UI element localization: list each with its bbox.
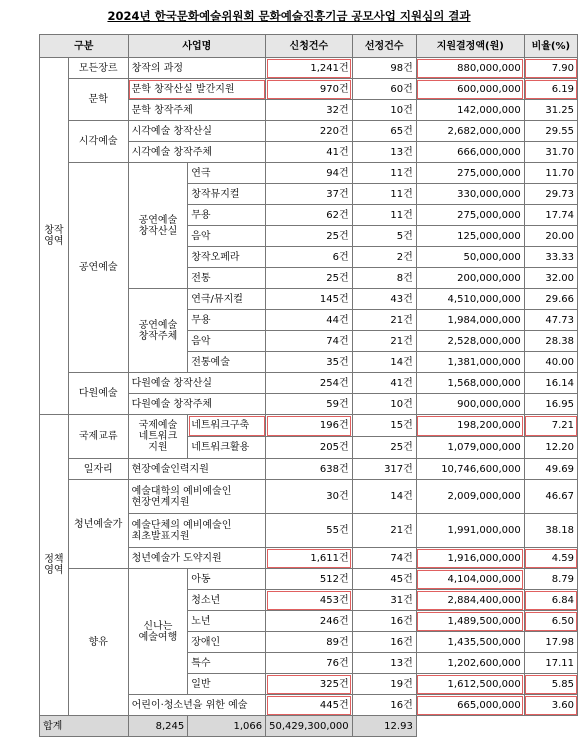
selection-ratio: 28.38 bbox=[524, 331, 577, 352]
program-name: 문학 창작산실 발간지원 bbox=[128, 79, 266, 100]
support-amount: 2,528,000,000 bbox=[416, 331, 524, 352]
applied-count: 6건 bbox=[266, 247, 353, 268]
selected-count: 19건 bbox=[352, 674, 416, 695]
selected-count: 11건 bbox=[352, 163, 416, 184]
program-name: 음악 bbox=[188, 331, 266, 352]
applied-count: 76건 bbox=[266, 653, 353, 674]
support-amount: 665,000,000 bbox=[416, 695, 524, 716]
results-table-wrapper bbox=[39, 34, 578, 737]
program-name: 현장예술인력지원 bbox=[128, 459, 266, 480]
support-amount: 1,079,000,000 bbox=[416, 437, 524, 459]
table-row bbox=[40, 459, 578, 480]
selection-ratio: 32.00 bbox=[524, 268, 577, 289]
applied-count: 37건 bbox=[266, 184, 353, 205]
support-amount: 4,104,000,000 bbox=[416, 569, 524, 590]
selected-count: 11건 bbox=[352, 184, 416, 205]
results-table-body bbox=[40, 58, 578, 737]
results-table bbox=[39, 34, 578, 737]
selection-ratio: 8.79 bbox=[524, 569, 577, 590]
section-label: 정책 영역 bbox=[40, 415, 69, 716]
selection-ratio: 20.00 bbox=[524, 226, 577, 247]
selection-ratio: 12.20 bbox=[524, 437, 577, 459]
header-program: 사업명 bbox=[128, 35, 266, 58]
program-name: 어린이·청소년을 위한 예술 bbox=[128, 695, 266, 716]
selection-ratio: 6.50 bbox=[524, 611, 577, 632]
header-ratio: 비율(%) bbox=[524, 35, 577, 58]
program-name: 전통 bbox=[188, 268, 266, 289]
support-amount: 666,000,000 bbox=[416, 142, 524, 163]
selected-count: 41건 bbox=[352, 373, 416, 394]
selection-ratio: 17.74 bbox=[524, 205, 577, 226]
table-row bbox=[40, 569, 578, 590]
support-amount: 2,682,000,000 bbox=[416, 121, 524, 142]
program-name: 청소년 bbox=[188, 590, 266, 611]
selected-count: 60건 bbox=[352, 79, 416, 100]
support-amount: 50,000,000 bbox=[416, 247, 524, 268]
applied-count: 55건 bbox=[266, 514, 353, 548]
applied-count: 74건 bbox=[266, 331, 353, 352]
support-amount: 330,000,000 bbox=[416, 184, 524, 205]
total-row bbox=[40, 716, 578, 737]
program-name: 네트워크활용 bbox=[188, 437, 266, 459]
program-name: 시각예술 창작주체 bbox=[128, 142, 266, 163]
selected-count: 13건 bbox=[352, 142, 416, 163]
selected-count: 65건 bbox=[352, 121, 416, 142]
selected-count: 317건 bbox=[352, 459, 416, 480]
applied-count: 1,611건 bbox=[266, 548, 353, 569]
table-row bbox=[40, 121, 578, 142]
group-label: 국제교류 bbox=[68, 415, 128, 459]
selected-count: 11건 bbox=[352, 205, 416, 226]
applied-count: 145건 bbox=[266, 289, 353, 310]
applied-count: 453건 bbox=[266, 590, 353, 611]
selected-count: 13건 bbox=[352, 653, 416, 674]
support-amount: 1,612,500,000 bbox=[416, 674, 524, 695]
group-label: 시각예술 bbox=[68, 121, 128, 163]
program-name: 연극/뮤지컬 bbox=[188, 289, 266, 310]
subgroup-label: 국제예술 네트워크 지원 bbox=[128, 415, 188, 459]
applied-count: 32건 bbox=[266, 100, 353, 121]
program-name: 전통예술 bbox=[188, 352, 266, 373]
support-amount: 1,381,000,000 bbox=[416, 352, 524, 373]
document-title: 2024년 한국문화예술위원회 문화예술진흥기금 공모사업 지원심의 결과 bbox=[107, 9, 471, 23]
group-label: 모든장르 bbox=[68, 58, 128, 79]
support-amount: 2,884,400,000 bbox=[416, 590, 524, 611]
applied-count: 1,241건 bbox=[266, 58, 353, 79]
applied-count: 30건 bbox=[266, 480, 353, 514]
table-row bbox=[40, 58, 578, 79]
program-name: 특수 bbox=[188, 653, 266, 674]
section-label: 창작 영역 bbox=[40, 58, 69, 415]
selection-ratio: 16.14 bbox=[524, 373, 577, 394]
total-label: 합계 bbox=[40, 716, 129, 737]
selected-count: 16건 bbox=[352, 611, 416, 632]
support-amount: 880,000,000 bbox=[416, 58, 524, 79]
support-amount: 1,435,500,000 bbox=[416, 632, 524, 653]
group-label: 공연예술 bbox=[68, 163, 128, 373]
selection-ratio: 49.69 bbox=[524, 459, 577, 480]
program-name: 예술단체의 예비예술인 최초발표지원 bbox=[128, 514, 266, 548]
program-name: 무용 bbox=[188, 205, 266, 226]
applied-count: 62건 bbox=[266, 205, 353, 226]
selection-ratio: 40.00 bbox=[524, 352, 577, 373]
program-name: 일반 bbox=[188, 674, 266, 695]
group-label: 향유 bbox=[68, 569, 128, 716]
selection-ratio: 29.73 bbox=[524, 184, 577, 205]
selection-ratio: 6.84 bbox=[524, 590, 577, 611]
program-name: 연극 bbox=[188, 163, 266, 184]
table-row bbox=[40, 79, 578, 100]
support-amount: 125,000,000 bbox=[416, 226, 524, 247]
selected-count: 10건 bbox=[352, 100, 416, 121]
support-amount: 198,200,000 bbox=[416, 415, 524, 437]
program-name: 예술대학의 예비예술인 현장연계지원 bbox=[128, 480, 266, 514]
subgroup-label: 공연예술 창작주체 bbox=[128, 289, 188, 373]
applied-count: 254건 bbox=[266, 373, 353, 394]
applied-count: 89건 bbox=[266, 632, 353, 653]
header-category: 구분 bbox=[40, 35, 129, 58]
support-amount: 1,984,000,000 bbox=[416, 310, 524, 331]
selection-ratio: 47.73 bbox=[524, 310, 577, 331]
support-amount: 600,000,000 bbox=[416, 79, 524, 100]
selection-ratio: 3.60 bbox=[524, 695, 577, 716]
applied-count: 44건 bbox=[266, 310, 353, 331]
support-amount: 1,202,600,000 bbox=[416, 653, 524, 674]
program-name: 노년 bbox=[188, 611, 266, 632]
subgroup-label: 공연예술 창작산실 bbox=[128, 163, 188, 289]
group-label: 청년예술가 bbox=[68, 480, 128, 569]
selected-count: 74건 bbox=[352, 548, 416, 569]
selection-ratio: 17.11 bbox=[524, 653, 577, 674]
applied-count: 445건 bbox=[266, 695, 353, 716]
program-name: 무용 bbox=[188, 310, 266, 331]
support-amount: 200,000,000 bbox=[416, 268, 524, 289]
applied-count: 25건 bbox=[266, 226, 353, 247]
selection-ratio: 7.21 bbox=[524, 415, 577, 437]
selected-count: 98건 bbox=[352, 58, 416, 79]
support-amount: 1,489,500,000 bbox=[416, 611, 524, 632]
selected-count: 43건 bbox=[352, 289, 416, 310]
program-name: 다원예술 창작주체 bbox=[128, 394, 266, 415]
selected-count: 5건 bbox=[352, 226, 416, 247]
support-amount: 275,000,000 bbox=[416, 163, 524, 184]
selection-ratio: 38.18 bbox=[524, 514, 577, 548]
selected-count: 45건 bbox=[352, 569, 416, 590]
table-row bbox=[40, 373, 578, 394]
support-amount: 275,000,000 bbox=[416, 205, 524, 226]
applied-count: 246건 bbox=[266, 611, 353, 632]
total-ratio: 12.93 bbox=[352, 716, 416, 737]
selected-count: 16건 bbox=[352, 632, 416, 653]
selection-ratio: 33.33 bbox=[524, 247, 577, 268]
program-name: 시각예술 창작산실 bbox=[128, 121, 266, 142]
selected-count: 21건 bbox=[352, 331, 416, 352]
program-name: 청년예술가 도약지원 bbox=[128, 548, 266, 569]
applied-count: 35건 bbox=[266, 352, 353, 373]
applied-count: 970건 bbox=[266, 79, 353, 100]
group-label: 문학 bbox=[68, 79, 128, 121]
table-row bbox=[40, 415, 578, 437]
selected-count: 21건 bbox=[352, 514, 416, 548]
support-amount: 2,009,000,000 bbox=[416, 480, 524, 514]
program-name: 아동 bbox=[188, 569, 266, 590]
subgroup-label: 신나는 예술여행 bbox=[128, 569, 188, 695]
selection-ratio: 29.66 bbox=[524, 289, 577, 310]
selected-count: 14건 bbox=[352, 480, 416, 514]
applied-count: 41건 bbox=[266, 142, 353, 163]
total-applied: 8,245 bbox=[128, 716, 188, 737]
selection-ratio: 7.90 bbox=[524, 58, 577, 79]
total-amount: 50,429,300,000 bbox=[266, 716, 353, 737]
table-row bbox=[40, 163, 578, 184]
header-row bbox=[40, 35, 578, 58]
applied-count: 25건 bbox=[266, 268, 353, 289]
selection-ratio: 16.95 bbox=[524, 394, 577, 415]
group-label: 일자리 bbox=[68, 459, 128, 480]
selection-ratio: 11.70 bbox=[524, 163, 577, 184]
header-amount: 지원결정액(원) bbox=[416, 35, 524, 58]
support-amount: 1,916,000,000 bbox=[416, 548, 524, 569]
applied-count: 638건 bbox=[266, 459, 353, 480]
program-name: 창작의 과정 bbox=[128, 58, 266, 79]
applied-count: 94건 bbox=[266, 163, 353, 184]
program-name: 네트워크구축 bbox=[188, 415, 266, 437]
selected-count: 31건 bbox=[352, 590, 416, 611]
selected-count: 10건 bbox=[352, 394, 416, 415]
header-selected: 선정건수 bbox=[352, 35, 416, 58]
program-name: 다원예술 창작산실 bbox=[128, 373, 266, 394]
selected-count: 21건 bbox=[352, 310, 416, 331]
support-amount: 4,510,000,000 bbox=[416, 289, 524, 310]
program-name: 창작뮤지컬 bbox=[188, 184, 266, 205]
total-selected: 1,066 bbox=[188, 716, 266, 737]
support-amount: 900,000,000 bbox=[416, 394, 524, 415]
program-name: 음악 bbox=[188, 226, 266, 247]
program-name: 장애인 bbox=[188, 632, 266, 653]
applied-count: 512건 bbox=[266, 569, 353, 590]
header-applied: 신청건수 bbox=[266, 35, 353, 58]
applied-count: 205건 bbox=[266, 437, 353, 459]
table-row bbox=[40, 480, 578, 514]
selected-count: 14건 bbox=[352, 352, 416, 373]
applied-count: 325건 bbox=[266, 674, 353, 695]
selected-count: 15건 bbox=[352, 415, 416, 437]
selection-ratio: 6.19 bbox=[524, 79, 577, 100]
selection-ratio: 17.98 bbox=[524, 632, 577, 653]
selection-ratio: 46.67 bbox=[524, 480, 577, 514]
support-amount: 10,746,600,000 bbox=[416, 459, 524, 480]
selection-ratio: 5.85 bbox=[524, 674, 577, 695]
program-name: 문학 창작주체 bbox=[128, 100, 266, 121]
support-amount: 1,568,000,000 bbox=[416, 373, 524, 394]
selected-count: 2건 bbox=[352, 247, 416, 268]
selected-count: 25건 bbox=[352, 437, 416, 459]
selection-ratio: 29.55 bbox=[524, 121, 577, 142]
selected-count: 8건 bbox=[352, 268, 416, 289]
selection-ratio: 4.59 bbox=[524, 548, 577, 569]
selection-ratio: 31.25 bbox=[524, 100, 577, 121]
applied-count: 59건 bbox=[266, 394, 353, 415]
group-label: 다원예술 bbox=[68, 373, 128, 415]
program-name: 창작오페라 bbox=[188, 247, 266, 268]
applied-count: 196건 bbox=[266, 415, 353, 437]
selected-count: 16건 bbox=[352, 695, 416, 716]
selection-ratio: 31.70 bbox=[524, 142, 577, 163]
support-amount: 142,000,000 bbox=[416, 100, 524, 121]
applied-count: 220건 bbox=[266, 121, 353, 142]
support-amount: 1,991,000,000 bbox=[416, 514, 524, 548]
